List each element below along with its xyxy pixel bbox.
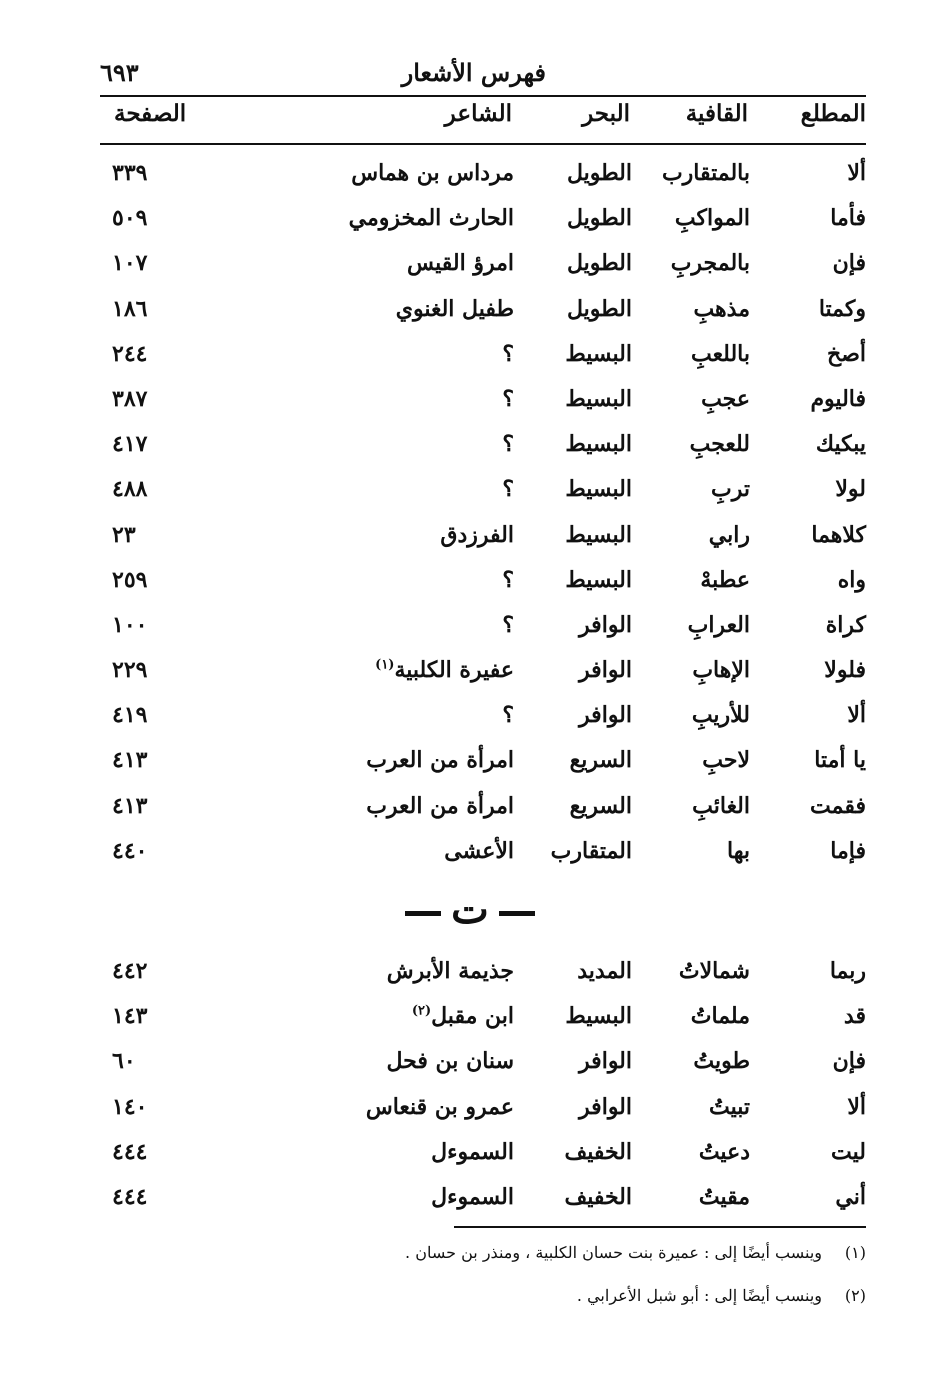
table-row	[0, 296, 940, 341]
meter-cell-text: السريع	[569, 747, 632, 774]
rhyme-cell-text: مذهبِ	[693, 295, 750, 322]
page-cell	[112, 1003, 147, 1029]
meter-cell-text: السريع	[569, 792, 632, 819]
poet-cell-text: الفرزدق	[440, 521, 514, 548]
meter-cell-text: الخفيف	[564, 1183, 632, 1210]
table-row	[0, 747, 940, 792]
footnote-2	[577, 1286, 866, 1305]
page-cell	[112, 476, 147, 502]
meter-cell-text: البسيط	[565, 431, 632, 458]
page-cell	[112, 958, 147, 984]
meter-cell	[551, 838, 632, 864]
poet-cell-text: ؟	[502, 566, 514, 593]
rhyme-cell	[662, 160, 750, 186]
poet-cell-text: السموءل	[431, 1183, 514, 1210]
column-header-rhyme: القافية	[685, 100, 748, 127]
opening-cell	[847, 702, 866, 728]
poet-cell	[444, 838, 514, 864]
rhyme-cell-text: عجبِ	[701, 385, 750, 412]
page-cell-text: ٤٤٤	[112, 1138, 148, 1165]
opening-cell-text: قد	[843, 1003, 866, 1030]
footnote-rule	[454, 1226, 866, 1228]
meter-cell-text: الطويل	[566, 295, 632, 322]
opening-cell-text: ألا	[847, 702, 866, 729]
page-cell	[112, 296, 147, 322]
meter-cell-text: الخفيف	[564, 1138, 632, 1165]
opening-cell	[838, 567, 866, 593]
meter-cell	[564, 1139, 632, 1165]
meter-cell	[579, 702, 632, 728]
meter-cell-text: البسيط	[565, 521, 632, 548]
opening-cell-text: يبكيك	[815, 431, 866, 458]
rhyme-cell	[690, 431, 750, 457]
page-cell-text: ٤٤٢	[112, 958, 148, 984]
running-title: فهرس الأشعار	[401, 58, 546, 87]
poet-cell-text: عفيرة الكلبية	[394, 657, 514, 684]
table-row	[0, 657, 940, 702]
page-cell-text: ٦٠	[112, 1048, 136, 1075]
poet-cell-text: امرؤ القيس	[407, 250, 514, 277]
opening-cell-text: يا أمتا	[814, 747, 866, 774]
opening-cell-text: كراة	[825, 611, 866, 638]
meter-cell-text: الوافر	[579, 702, 632, 729]
page-cell	[112, 1094, 147, 1120]
footnote-reference: (٢)	[411, 1003, 432, 1019]
meter-cell	[567, 205, 632, 231]
table-row	[0, 386, 940, 431]
page-cell-text: ١٤٠	[112, 1093, 148, 1120]
meter-cell	[577, 958, 632, 984]
meter-cell	[579, 1048, 632, 1074]
rhyme-cell	[699, 1139, 750, 1165]
rhyme-cell	[675, 205, 750, 231]
opening-cell-text: ربما	[829, 958, 866, 984]
table-row	[0, 612, 940, 657]
poet-cell	[412, 1003, 514, 1029]
opening-cell-text: واه	[837, 566, 866, 593]
opening-cell-text: فلولا	[824, 657, 866, 684]
table-row	[0, 431, 940, 476]
table-row	[0, 793, 940, 838]
rhyme-cell-text: رابي	[708, 521, 750, 548]
opening-cell	[833, 250, 866, 276]
table-row	[0, 476, 940, 521]
poet-cell	[502, 702, 514, 728]
table-row	[0, 838, 940, 883]
rows-letter-t	[0, 958, 940, 1229]
column-header-opening: المطلع	[800, 100, 866, 127]
rhyme-cell	[701, 386, 750, 412]
rhyme-cell-text: لاحبِ	[702, 747, 750, 774]
table-row	[0, 160, 940, 205]
poet-cell-text: الحارث المخزومي	[348, 205, 514, 232]
column-header-poet: الشاعر	[444, 100, 512, 127]
table-row	[0, 1184, 940, 1229]
page-cell	[112, 341, 147, 367]
page-cell-text: ١٤٣	[112, 1003, 148, 1030]
poet-cell-text: امرأة من العرب	[366, 792, 514, 819]
rhyme-cell-text: تبيتُ	[708, 1093, 750, 1120]
poet-cell-text: سنان بن فحل	[386, 1048, 514, 1075]
meter-cell	[565, 522, 632, 548]
opening-cell	[830, 205, 866, 231]
opening-cell	[847, 1094, 866, 1120]
poet-cell	[431, 1184, 514, 1210]
rhyme-cell-text: المواكبِ	[674, 205, 750, 232]
table-row	[0, 205, 940, 250]
poet-cell-text: السموءل	[431, 1138, 514, 1165]
meter-cell-text: البسيط	[565, 385, 632, 412]
poet-cell-text: عمرو بن قنعاس	[365, 1093, 514, 1120]
opening-cell	[833, 1048, 866, 1074]
opening-cell	[844, 1003, 866, 1029]
poet-cell	[502, 612, 514, 638]
page-cell-text: ٢٥٩	[112, 566, 148, 593]
meter-cell-text: الوافر	[579, 1093, 632, 1120]
column-header-meter: البحر	[582, 100, 630, 127]
table-row	[0, 567, 940, 612]
rhyme-cell-text: تربِ	[711, 476, 750, 503]
rhyme-cell-text: العرابِ	[687, 611, 750, 638]
opening-cell	[847, 160, 866, 186]
table-row	[0, 341, 940, 386]
meter-cell-text: الطويل	[566, 205, 632, 232]
opening-cell-text: أني	[835, 1183, 866, 1210]
column-header-page: الصفحة	[114, 100, 187, 127]
opening-cell	[819, 296, 866, 322]
poet-cell-text: جذيمة الأبرش	[386, 958, 514, 984]
meter-cell	[565, 476, 632, 502]
meter-cell	[570, 747, 632, 773]
meter-cell	[564, 1184, 632, 1210]
poet-cell	[366, 793, 514, 819]
meter-cell-text: الوافر	[579, 657, 632, 684]
page-cell	[112, 205, 147, 231]
footnote-reference: (١)	[375, 657, 395, 673]
poet-cell-text: امرأة من العرب	[366, 747, 514, 774]
poet-cell-text: ؟	[502, 476, 514, 503]
page-cell-text: ١٨٦	[112, 295, 148, 322]
section-letter-heading	[0, 886, 940, 933]
poet-cell	[502, 386, 514, 412]
meter-cell-text: البسيط	[565, 476, 632, 503]
meter-cell-text: الطويل	[566, 250, 632, 277]
page-cell	[112, 567, 147, 593]
meter-cell	[579, 612, 632, 638]
meter-cell	[570, 793, 632, 819]
meter-cell	[565, 1003, 632, 1029]
poet-cell-text: طفيل الغنوي	[395, 295, 514, 322]
table-row	[0, 702, 940, 747]
rhyme-cell-text: بها	[727, 837, 750, 864]
opening-cell-text: فإما	[830, 837, 866, 864]
rhyme-cell-text: عطبهْ	[700, 566, 750, 593]
opening-cell-text: ليت	[831, 1138, 866, 1165]
opening-cell-text: ألا	[847, 160, 866, 186]
page-cell	[112, 838, 147, 864]
page-number: ٦٩٣	[100, 58, 139, 87]
rhyme-cell	[692, 702, 750, 728]
table-row	[0, 250, 940, 295]
opening-cell	[835, 1184, 866, 1210]
page-cell-text: ٤١٩	[112, 702, 148, 729]
opening-cell-text: وكمتا	[818, 295, 866, 322]
page-cell	[112, 702, 147, 728]
page-cell-text: ٥٠٩	[112, 205, 148, 232]
section-letter: ت	[451, 886, 489, 933]
table-row	[0, 1094, 940, 1139]
poet-cell	[396, 296, 514, 322]
table-row	[0, 522, 940, 567]
meter-cell-text: الوافر	[579, 1048, 632, 1075]
opening-cell-text: فإن	[832, 1048, 866, 1075]
rhyme-cell	[693, 296, 750, 322]
opening-cell-text: كلاهما	[811, 521, 866, 548]
poet-cell	[349, 205, 514, 231]
meter-cell	[565, 386, 632, 412]
header-rule	[100, 143, 866, 145]
page-cell	[112, 747, 147, 773]
footnote-number: (٢)	[844, 1286, 866, 1305]
table-row	[0, 1048, 940, 1093]
opening-cell	[811, 522, 866, 548]
meter-cell-text: المديد	[577, 958, 632, 984]
rhyme-cell-text: الإهابِ	[692, 657, 750, 684]
poet-cell	[440, 522, 514, 548]
meter-cell	[565, 431, 632, 457]
rhyme-cell	[700, 567, 750, 593]
page-cell-text: ٤١٣	[112, 747, 148, 774]
opening-cell-text: ألا	[847, 1093, 866, 1120]
rhyme-cell	[692, 793, 750, 819]
opening-cell	[810, 386, 866, 412]
rhyme-cell-text: للأريبِ	[691, 702, 750, 729]
page-cell-text: ٤٤٠	[112, 837, 148, 864]
page-cell-text: ٤٤٤	[112, 1183, 148, 1210]
page-cell-text: ١٠٧	[112, 250, 148, 277]
rhyme-cell-text: للعجبِ	[689, 431, 750, 458]
rhyme-cell-text: طويتُ	[693, 1048, 750, 1075]
opening-cell-text: فإن	[832, 250, 866, 277]
rhyme-cell	[671, 250, 750, 276]
poet-cell	[375, 657, 514, 683]
page-cell	[112, 1139, 147, 1165]
poet-cell	[351, 160, 514, 186]
poet-cell	[502, 567, 514, 593]
meter-cell	[567, 250, 632, 276]
poet-cell-text: ؟	[502, 385, 514, 412]
opening-cell-text: فاليوم	[810, 385, 866, 412]
footnote-1	[405, 1243, 866, 1262]
footnote-number: (١)	[844, 1243, 866, 1262]
page-cell	[112, 160, 147, 186]
page-cell-text: ٢٤٤	[112, 340, 148, 367]
rhyme-cell	[691, 341, 750, 367]
rhyme-cell	[709, 1094, 750, 1120]
rhyme-cell	[711, 476, 750, 502]
rows-letter-b	[0, 160, 940, 883]
rhyme-cell	[693, 1048, 750, 1074]
poet-cell	[502, 431, 514, 457]
rhyme-cell-text: بالمجربِ	[670, 250, 750, 277]
poet-cell-text: ؟	[502, 702, 514, 729]
rhyme-cell	[699, 1184, 750, 1210]
table-row	[0, 958, 940, 1003]
opening-cell	[824, 657, 866, 683]
poet-cell-text: مرداس بن هماس	[351, 160, 514, 186]
rhyme-cell-text: ملماتُ	[690, 1003, 750, 1030]
meter-cell-text: البسيط	[565, 1003, 632, 1030]
rhyme-cell	[692, 657, 750, 683]
poet-cell	[366, 1094, 514, 1120]
poet-cell-text: ؟	[502, 340, 514, 367]
rhyme-cell-text: باللعبِ	[690, 340, 750, 367]
poet-cell-text: ؟	[502, 611, 514, 638]
rhyme-cell	[709, 522, 750, 548]
page-cell-text: ٤١٧	[112, 431, 148, 458]
poet-cell-text: ابن مقبل	[431, 1003, 514, 1030]
page-cell-text: ٣٣٩	[112, 160, 148, 186]
page-cell	[112, 431, 147, 457]
meter-cell-text: البسيط	[565, 566, 632, 593]
meter-cell-text: البسيط	[565, 340, 632, 367]
page-cell-text: ٢٣	[112, 521, 136, 548]
rhyme-cell	[702, 747, 750, 773]
opening-cell	[830, 838, 866, 864]
meter-cell-text: المتقارب	[550, 837, 632, 864]
rhyme-cell	[679, 958, 750, 984]
rhyme-cell	[688, 612, 750, 638]
rhyme-cell-text: الغائبِ	[692, 792, 750, 819]
poet-cell-text: الأعشى	[444, 837, 514, 864]
opening-cell	[831, 1139, 866, 1165]
page-cell	[112, 793, 147, 819]
table-row	[0, 1139, 940, 1184]
poet-cell	[502, 341, 514, 367]
rhyme-cell-text: دعيتُ	[698, 1138, 750, 1165]
page-cell-text: ١٠٠	[112, 611, 148, 638]
rhyme-cell-text: مقيتُ	[698, 1183, 750, 1210]
footnote-text: وينسب أيضًا إلى : أبو شبل الأعرابي .	[576, 1286, 822, 1305]
page-cell	[112, 250, 147, 276]
opening-cell	[835, 476, 866, 502]
rhyme-cell	[727, 838, 750, 864]
page-cell	[112, 612, 147, 638]
page-cell-text: ٣٨٧	[112, 385, 148, 412]
opening-cell	[830, 958, 866, 984]
page-cell	[112, 1048, 136, 1074]
meter-cell	[579, 657, 632, 683]
poet-cell	[502, 476, 514, 502]
meter-cell	[567, 296, 632, 322]
opening-cell	[826, 612, 866, 638]
page-cell-text: ٢٢٩	[112, 657, 148, 684]
page-cell	[112, 522, 136, 548]
opening-cell-text: لولا	[835, 476, 866, 503]
meter-cell-text: الوافر	[579, 611, 632, 638]
meter-cell	[567, 160, 632, 186]
meter-cell	[565, 341, 632, 367]
page-cell-text: ٤٨٨	[112, 476, 148, 503]
meter-cell	[565, 567, 632, 593]
poet-cell-text: ؟	[502, 431, 514, 458]
meter-cell-text: الطويل	[566, 160, 632, 186]
footnote-text: وينسب أيضًا إلى : عميرة بنت حسان الكلبية ، ومنذر بن حسان .	[405, 1243, 822, 1262]
opening-cell	[814, 747, 866, 773]
opening-cell-text: أصخ	[827, 340, 866, 367]
section-dash-left	[405, 911, 441, 916]
poet-cell	[387, 958, 514, 984]
running-head	[100, 56, 866, 94]
opening-cell-text: فقمت	[810, 792, 866, 819]
meter-cell	[579, 1094, 632, 1120]
section-dash-right	[499, 911, 535, 916]
poet-cell	[387, 1048, 515, 1074]
opening-cell-text: فأما	[830, 205, 866, 232]
rhyme-cell	[691, 1003, 750, 1029]
page-cell	[112, 1184, 147, 1210]
table-row	[0, 1003, 940, 1048]
opening-cell	[810, 793, 866, 819]
page-cell	[112, 657, 147, 683]
poet-cell	[431, 1139, 514, 1165]
poet-cell	[366, 747, 514, 773]
page-cell	[112, 386, 147, 412]
opening-cell	[827, 341, 866, 367]
head-rule	[100, 95, 866, 97]
poet-cell	[407, 250, 514, 276]
opening-cell	[816, 431, 866, 457]
rhyme-cell-text: بالمتقارب	[661, 160, 750, 186]
rhyme-cell-text: شمالاتُ	[678, 958, 750, 984]
page-cell-text: ٤١٣	[112, 792, 148, 819]
